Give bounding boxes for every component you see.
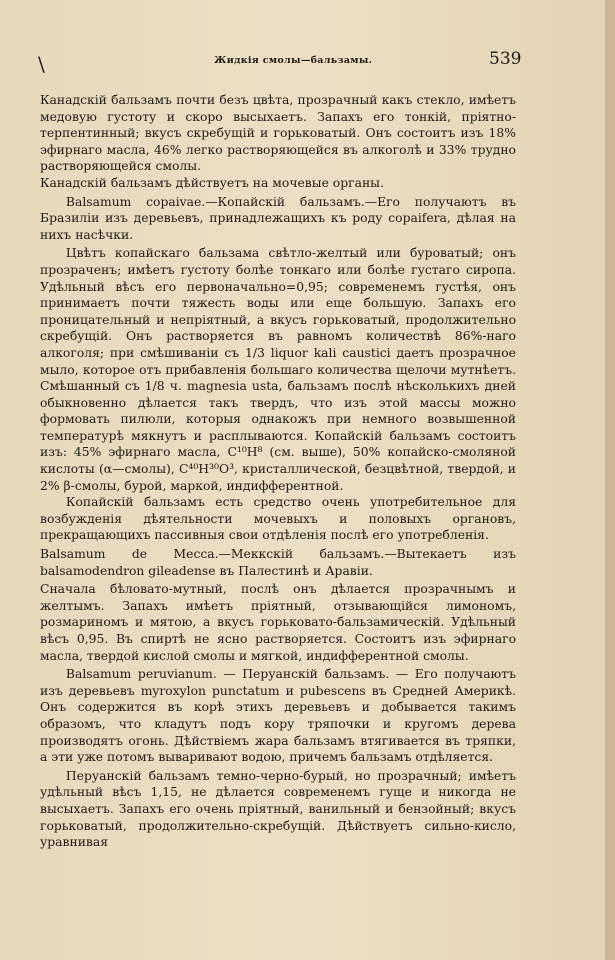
paragraph-peru-heading: Balsamum peruvianum. — Перуанскій бальзамъ. — Его получаютъ изъ деревьевъ myroxylon punctatum и pubescens въ Средней Америкѣ. Онъ содержится въ корѣ этихъ деревьевъ и добывается такимъ образомъ, что кладутъ подъ кору тряпочки и кругомъ дерева производятъ огонь. Дѣйствіемъ жара бальзамъ втягивается въ тряпки, а эти уже потомъ вываривают водою, причемъ бальзамъ отдѣляется. bbox=[40, 667, 516, 765]
page-edge bbox=[605, 0, 615, 960]
paragraph-mecca-properties: Сначала бѣловато-мутный, послѣ онъ дѣлается прозрачнымъ и желтымъ. Запахъ имѣетъ пріятный, отзывающійся лимономъ, розмариномъ и мятою, а вкусъ горьковато-бальзамическій. Удѣльный вѣсъ 0,95. Въ спиртѣ не ясно растворяется. Состоитъ изъ эфирнаго масла, твердой кислой смолы и мягкой, индифферентной смолы. bbox=[40, 582, 516, 663]
paragraph-copaiba-heading: Balsamum copaivae.—Копайскій бальзамъ.—Его получаютъ въ Бразиліи изъ деревьевъ, принадлежащихъ къ роду copaifera, дѣлая на нихъ насѣчки. bbox=[40, 194, 516, 242]
page-header bbox=[0, 49, 615, 76]
paragraph-canada-action: Канадскій бальзамъ дѣйствуетъ на мочевые органы. bbox=[40, 175, 384, 190]
paragraph-mecca-heading: Balsamum de Mecca.—Меккскій бальзамъ.—Вытекаетъ изъ balsamodendron gileadense въ Палестинѣ и Аравіи. bbox=[40, 547, 516, 578]
body-text bbox=[40, 92, 516, 851]
paragraph-copaiba-use: Копайскій бальзамъ есть средство очень употребительное для возбужденія дѣятельности мочевыхъ и половыхъ органовъ, прекращающихъ пассивныя свои отдѣленія послѣ его употребленія. bbox=[40, 495, 516, 543]
running-head: Жидкія смолы—бальзамы. bbox=[214, 55, 373, 66]
paragraph-peru-properties: Перуанскій бальзамъ темно-черно-бурый, но прозрачный; имѣетъ удѣльный вѣсъ 1,15, не дѣлается современемъ гуще и никогда не высыхаетъ. Запахъ его очень пріятный, ванильный и бензойный; вкусъ горьковатый, продолжительно-скребущій. Дѣйствуетъ сильно-кисло, уравнивая bbox=[40, 768, 516, 850]
paragraph-canada-description: Канадскій бальзамъ почти безъ цвѣта, прозрачный какъ стекло, имѣетъ медовую густоту и скоро высыхаетъ. Запахъ его тонкій, пріятно-терпентинный; вкусъ скребущій и горьковатый. Онъ состоитъ изъ 18% эфирнаго масла, 46% легко растворяющейся въ алкоголѣ и 33% трудно растворяющейся смолы. bbox=[40, 93, 516, 174]
page-number: 539 bbox=[489, 49, 522, 69]
paragraph-copaiba-properties: Цвѣтъ копайскаго бальзама свѣтло-желтый или буроватый; онъ прозраченъ; имѣетъ густоту болѣе тонкаго или болѣе густаго сиропа. Удѣльный вѣсъ его первоначально=0,95; современемъ густѣя, онъ принимаетъ почти тяжесть воды или еще большую. Запахъ его проницательный и непріятный, а вкусъ горьковатый, продолжительно скребущій. Онъ растворяется въ равномъ количествѣ 86%-наго алкоголя; при смѣшиваніи съ 1/3 liquor kali caustici даетъ прозрачное мыло, которое отъ прибавленія большаго количества щелочи мутнѣетъ. Смѣшанный съ 1/8 ч. magnesia usta, бальзамъ послѣ нѣсколькихъ дней обыкновенно дѣлается такъ твердъ, что изъ этой массы можно формовать пилюли, которыя однакожъ при немного возвышенной температурѣ мякнутъ и расплываются. Копайскій бальзамъ состоитъ изъ: 45% эфирнаго масла, C¹⁰H⁸ (см. выше), 50% копайско-смоляной кислоты (α—смолы), C⁴⁰H³⁰O³, кристаллической, безцвѣтной, твердой, и 2% β-смолы, бурой, маркой, индифферентной. bbox=[40, 246, 516, 493]
margin-mark: \ bbox=[38, 52, 45, 76]
